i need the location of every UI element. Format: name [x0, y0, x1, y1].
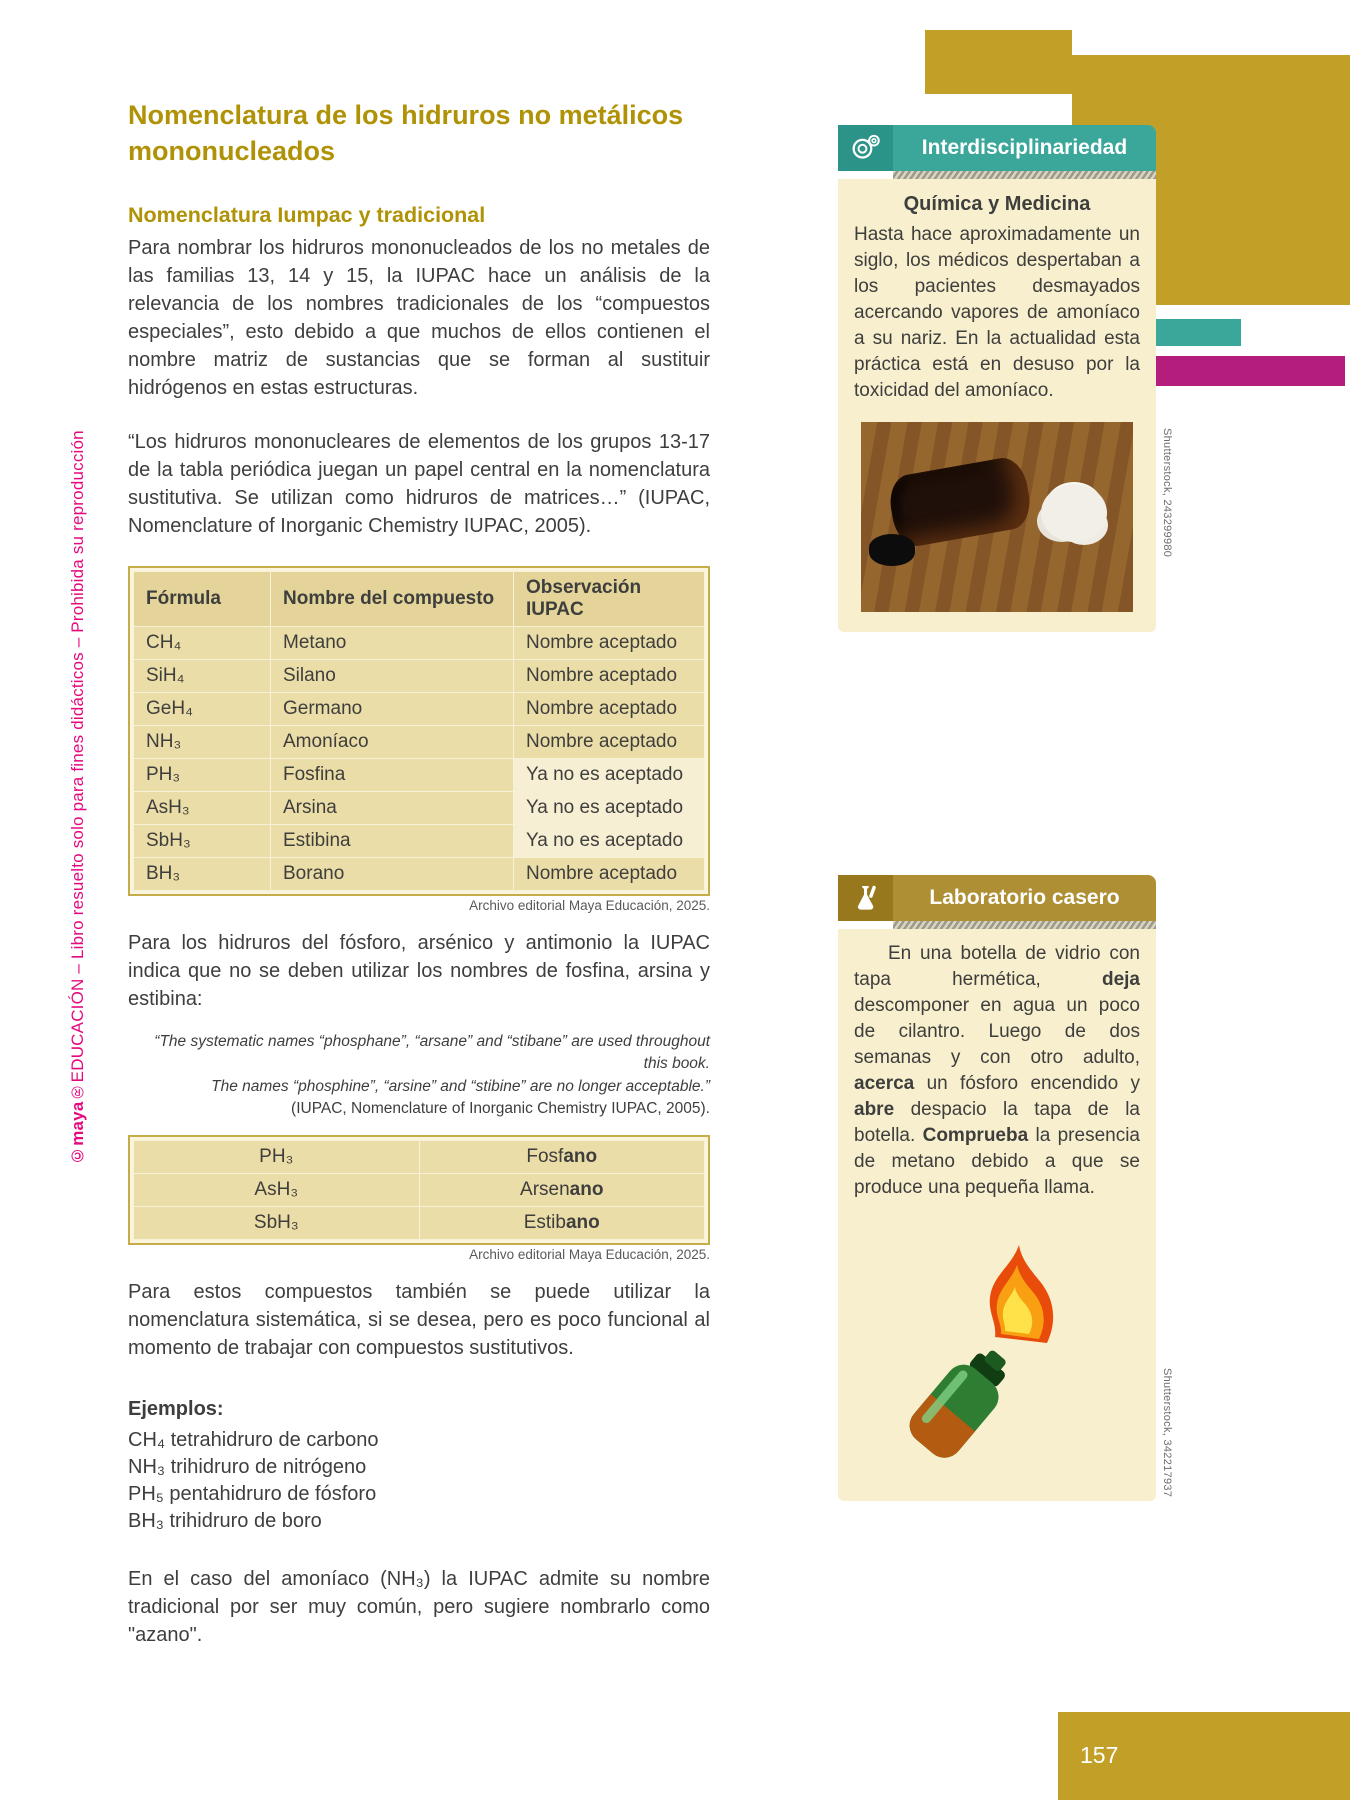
cell-obs: Nombre aceptado: [514, 659, 705, 692]
cell-formula: SbH₃: [134, 1206, 420, 1239]
deco-gold-small-bar: [925, 30, 1072, 94]
hydrides-table-wrapper: [128, 566, 710, 896]
table-caption: Archivo editorial Maya Educación, 2025.: [469, 897, 710, 913]
cell-name: Estibina: [271, 824, 514, 857]
cell-obs: Nombre aceptado: [514, 857, 705, 890]
cell-obs: Ya no es aceptado: [514, 791, 705, 824]
name-prefix: Arsen: [520, 1178, 570, 1200]
cell-name: [419, 1140, 705, 1173]
cell-formula: GeH₄: [134, 692, 271, 725]
cell-obs: Nombre aceptado: [514, 692, 705, 725]
paragraph-quote-iupac: “Los hidruros mononucleares de elementos de los grupos 13-17 de la tabla periódica juegan un papel central en la nomenclatura sustitutiva. Se utilizan como hidruros de matrices…” (IUPAC, Nomenclature of Inorganic Chemistry IUPAC, 2005).: [128, 430, 710, 537]
cell-name: [419, 1173, 705, 1206]
header-hatch: [893, 921, 1156, 929]
home-lab-body: [838, 929, 1156, 1501]
edition-watermark: ©maya®EDUCACIÓN – Libro resuelto solo para fines didácticos – Prohibida su reproducción: [68, 430, 87, 1165]
name-prefix: Fosf: [526, 1145, 564, 1167]
table-row: [134, 824, 705, 857]
table-row: [134, 1140, 705, 1173]
page-number-block: [1058, 1712, 1350, 1800]
section-subtitle: Nomenclatura Iumpac y tradicional: [128, 202, 486, 227]
names-table: [133, 1140, 705, 1240]
page-title: Nomenclatura de los hidruros no metálicos mononucleados: [128, 100, 684, 166]
table-row: [134, 857, 705, 890]
cell-formula: AsH₃: [134, 791, 271, 824]
flask-icon: [838, 875, 893, 921]
cell-formula: BH₃: [134, 857, 271, 890]
cell-name: Amoníaco: [271, 725, 514, 758]
photo-cotton-ball: [1041, 484, 1107, 542]
rings-icon-svg: [849, 131, 883, 165]
table-row: [134, 791, 705, 824]
name-suffix: ano: [563, 1145, 598, 1167]
example-item: CH₄ tetrahidruro de carbono: [128, 1428, 379, 1451]
cell-formula: NH₃: [134, 725, 271, 758]
cell-obs: Nombre aceptado: [514, 725, 705, 758]
cell-name: [419, 1206, 705, 1239]
home-lab-header: [838, 875, 1156, 921]
cell-formula: SbH₃: [134, 824, 271, 857]
home-lab-text: En una botella de vidrio con tapa hermética, deja descomponer en agua un poco de cilantro. Luego de dos semanas y con otro adulto, acerca un fósforo encendido y abre despacio la tapa de la botella. Comprueba la presencia de metano debido a que se produce una pequeña llama.: [854, 943, 1140, 1199]
cell-formula: CH₄: [134, 626, 271, 659]
example-item: PH₅ pentahidruro de fósforo: [128, 1483, 377, 1505]
photo-bottle: [886, 455, 1034, 550]
table-caption: Archivo editorial Maya Educación, 2025.: [469, 1246, 710, 1262]
cell-formula: PH₃: [134, 1140, 420, 1173]
col-header-obs: Observación IUPAC: [514, 571, 705, 626]
name-prefix: Estib: [523, 1211, 566, 1233]
cell-formula: AsH₃: [134, 1173, 420, 1206]
table-header-row: [134, 571, 705, 626]
interdisciplinary-box: [838, 125, 1156, 632]
sidebar-article-text: Hasta hace aproximadamente un siglo, los médicos despertaban a los pacientes desmayados acercando vapores de amoníaco a su nariz. En la actualidad esta práctica está en desuso por la toxicidad del amoníaco.: [854, 224, 1140, 402]
cell-obs: Ya no es aceptado: [514, 824, 705, 857]
interdisciplinary-body: [838, 179, 1156, 632]
sidebar-article-title: Química y Medicina: [903, 193, 1091, 215]
cell-formula: SiH₄: [134, 659, 271, 692]
col-header-name: Nombre del compuesto: [271, 571, 514, 626]
paragraph-systematic: Para estos compuestos también se puede utilizar la nomenclatura sistemática, si se desea, pero es poco funcional al momento de trabajar con compuestos sustitutivos.: [128, 1280, 710, 1359]
name-suffix: ano: [569, 1178, 604, 1200]
page-number: 157: [1080, 1742, 1119, 1768]
example-item: NH₃ trihidruro de nitrógeno: [128, 1455, 367, 1478]
main-column: [128, 98, 710, 1675]
burning-bottle-illustration: [891, 1243, 1103, 1479]
cell-obs: Ya no es aceptado: [514, 758, 705, 791]
rings-icon: [838, 125, 893, 171]
cell-formula: PH₃: [134, 758, 271, 791]
quote-source: (IUPAC, Nomenclature of Inorganic Chemistry IUPAC, 2005).: [291, 1100, 710, 1118]
name-suffix: ano: [565, 1211, 600, 1233]
photo-credit: Shutterstock, 243299980: [1161, 428, 1173, 558]
cell-obs: Nombre aceptado: [514, 626, 705, 659]
cell-name: Metano: [271, 626, 514, 659]
hydrides-table: [133, 571, 705, 891]
table-row: [134, 626, 705, 659]
home-lab-title-bar: Laboratorio casero: [893, 875, 1156, 921]
table-row: [134, 1206, 705, 1239]
cell-name: Arsina: [271, 791, 514, 824]
table-row: [134, 1173, 705, 1206]
quote-line: “The systematic names “phosphane”, “arsane” and “stibane” are used throughout this book.: [154, 1032, 710, 1073]
photo-credit: Shutterstock, 342217937: [1161, 1368, 1173, 1498]
cell-name: Borano: [271, 857, 514, 890]
interdisciplinary-header: [838, 125, 1156, 171]
table-row: [134, 692, 705, 725]
cell-name: Fosfina: [271, 758, 514, 791]
examples-label: Ejemplos:: [128, 1397, 224, 1420]
paragraph-intro: Para nombrar los hidruros mononucleados de los no metales de las familias 13, 14 y 15, la IUPAC hace un análisis de la relevancia de los nombres tradicionales de los “compuestos especiales”, esto debido a que muchos de ellos contienen el nombre matriz de sustancias que se forman al sustituir hidrógenos en estas estructuras.: [128, 236, 710, 399]
flask-icon-svg: [850, 882, 882, 914]
table-row: [134, 725, 705, 758]
quote-line: The names “phosphine”, “arsine” and “stibine” are no longer acceptable.”: [211, 1077, 710, 1095]
cell-name: Germano: [271, 692, 514, 725]
example-item: BH₃ trihidruro de boro: [128, 1510, 322, 1533]
english-quote: [128, 1031, 710, 1121]
cell-name: Silano: [271, 659, 514, 692]
paragraph-phosphorus: Para los hidruros del fósforo, arsénico y antimonio la IUPAC indica que no se deben utilizar los nombres de fosfina, arsina y estibina:: [128, 931, 710, 1010]
names-table-wrapper: [128, 1135, 710, 1245]
home-lab-box: [838, 875, 1156, 1501]
header-hatch: [893, 171, 1156, 179]
col-header-formula: Fórmula: [134, 571, 271, 626]
paragraph-ammonia: En el caso del amoníaco (NH₃) la IUPAC admite su nombre tradicional por ser muy común, pero sugiere nombrarlo como "azano".: [128, 1568, 710, 1647]
interdisciplinary-title-bar: Interdisciplinariedad: [893, 125, 1156, 171]
photo-cap: [869, 534, 915, 566]
ammonia-bottle-photo: [861, 422, 1133, 612]
table-row: [134, 659, 705, 692]
table-row: [134, 758, 705, 791]
